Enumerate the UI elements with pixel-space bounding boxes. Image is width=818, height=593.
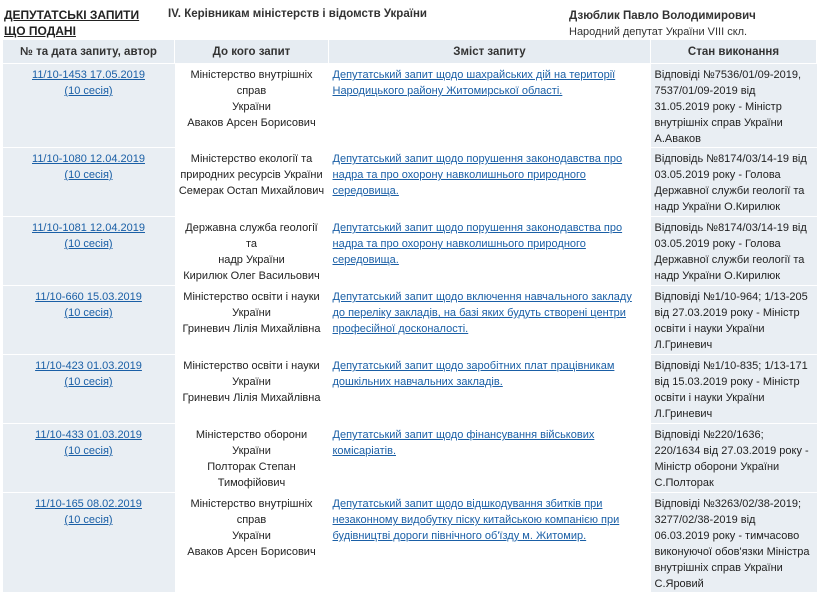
session-link[interactable]: (10 сесія) <box>64 307 113 319</box>
column-header-content: Зміст запиту <box>329 40 651 64</box>
column-header-recipient: До кого запит <box>175 40 329 64</box>
recipient-line: Гриневич Лілія Михайлівна <box>182 323 321 335</box>
column-header-status: Стан виконання <box>651 40 817 64</box>
recipient-line: Міністерство освіти і науки <box>183 360 320 372</box>
recipient-line: України <box>232 101 271 113</box>
deputy-info <box>569 8 756 40</box>
recipient-line: Міністерство освіти і науки <box>183 291 320 303</box>
recipient-line: Полторак Степан Тимофійович <box>207 461 296 489</box>
recipient-line: Аваков Арсен Борисович <box>187 117 316 129</box>
status-cell: Відповіді №1/10-964; 1/13-205 від 27.03.2019 року - Міністр освіти і науки України Л.Гриневич <box>651 286 817 355</box>
recipient-line: України <box>232 530 271 542</box>
recipient-line: Міністерство внутрішніх справ <box>190 69 313 97</box>
table-body <box>3 64 817 593</box>
content-cell <box>329 424 651 493</box>
session-link[interactable]: (10 сесія) <box>64 514 113 526</box>
table-row <box>3 286 817 355</box>
content-cell <box>329 286 651 355</box>
request-number-cell <box>3 286 175 355</box>
request-number-cell <box>3 493 175 593</box>
request-number-cell <box>3 148 175 217</box>
recipient-cell <box>175 64 329 148</box>
recipient-line: Аваков Арсен Борисович <box>187 546 316 558</box>
request-number-cell <box>3 64 175 148</box>
content-cell <box>329 64 651 148</box>
recipient-line: України <box>232 376 271 388</box>
recipient-cell <box>175 424 329 493</box>
request-content-link[interactable]: Депутатський запит щодо відшкодування збитків при незаконному видобутку піску китайською компанією при будівництві дороги північного об'їзду м. Житомир. <box>332 498 620 542</box>
request-number-link[interactable]: 11/10-1453 17.05.2019 <box>32 69 145 81</box>
section-title-line1: ДЕПУТАТСЬКІ ЗАПИТИ <box>4 8 140 22</box>
recipient-line: Міністерство оборони України <box>195 429 308 457</box>
recipient-line: природних ресурсів України <box>180 169 323 181</box>
column-header-number: № та дата запиту, автор <box>3 40 175 64</box>
request-number-cell <box>3 355 175 424</box>
request-number-cell <box>3 424 175 493</box>
table-row <box>3 217 817 286</box>
session-link[interactable]: (10 сесія) <box>64 238 113 250</box>
status-cell: Відповіді №3263/02/38-2019; 3277/02/38-2019 від 06.03.2019 року - тимчасово виконуючої обов'язки Міністра внутрішніх справ України С.Яровий <box>651 493 817 593</box>
section-title-line2: ЩО ПОДАНІ <box>4 24 76 38</box>
recipient-cell <box>175 286 329 355</box>
status-cell: Відповіді №1/10-835; 1/13-171 від 15.03.2019 року - Міністр освіти і науки України Л.Гриневич <box>651 355 817 424</box>
table-row <box>3 493 817 593</box>
content-cell <box>329 355 651 424</box>
session-link[interactable]: (10 сесія) <box>64 85 113 97</box>
table-row <box>3 424 817 493</box>
session-link[interactable]: (10 сесія) <box>64 169 113 181</box>
request-content-link[interactable]: Депутатський запит щодо порушення законодавства про надра та про охорону навколишнього природного середовища. <box>332 153 623 197</box>
recipient-cell <box>175 355 329 424</box>
status-cell: Відповідь №8174/03/14-19 від 03.05.2019 року - Голова Державної служби геології та надр України О.Кирилюк <box>651 148 817 217</box>
request-number-cell <box>3 217 175 286</box>
table-row <box>3 64 817 148</box>
recipient-cell <box>175 493 329 593</box>
deputy-role: Народний депутат України VIII скл. <box>569 26 748 38</box>
content-cell <box>329 493 651 593</box>
content-cell <box>329 217 651 286</box>
request-content-link[interactable]: Депутатський запит щодо шахрайських дій на території Народицького району Житомирської області. <box>332 69 616 97</box>
recipient-line: Державна служба геології та <box>185 222 318 250</box>
recipient-line: Кирилюк Олег Васильович <box>183 270 320 282</box>
recipient-cell <box>175 148 329 217</box>
request-number-link[interactable]: 11/10-1080 12.04.2019 <box>32 153 145 165</box>
recipient-line: надр України <box>218 254 285 266</box>
session-link[interactable]: (10 сесія) <box>64 376 113 388</box>
request-content-link[interactable]: Депутатський запит щодо включення навчального закладу до переліку закладів, на базі яких будуть створені центри професійної досконалості. <box>332 291 632 335</box>
deputy-name: Дзюблик Павло Володимирович <box>569 10 756 22</box>
request-number-link[interactable]: 11/10-660 15.03.2019 <box>35 291 142 303</box>
request-number-link[interactable]: 11/10-423 01.03.2019 <box>35 360 142 372</box>
recipient-line: Міністерство екології та <box>190 153 313 165</box>
requests-table <box>2 39 817 593</box>
recipient-line: Гриневич Лілія Михайлівна <box>182 392 321 404</box>
session-link[interactable]: (10 сесія) <box>64 445 113 457</box>
section-title <box>4 7 139 39</box>
recipient-line: Семерак Остап Михайлович <box>178 185 325 197</box>
table-row <box>3 148 817 217</box>
table-header-row <box>3 40 817 64</box>
recipient-line: Міністерство внутрішніх справ <box>190 498 313 526</box>
request-number-link[interactable]: 11/10-165 08.02.2019 <box>35 498 142 510</box>
request-content-link[interactable]: Депутатський запит щодо фінансування військових комісаріатів. <box>332 429 595 457</box>
status-cell: Відповіді №7536/01/09-2019, 7537/01/09-2019 від 31.05.2019 року - Міністр внутрішніх справ України А.Аваков <box>651 64 817 148</box>
request-number-link[interactable]: 11/10-1081 12.04.2019 <box>32 222 145 234</box>
table-row <box>3 355 817 424</box>
category-title: IV. Керівникам міністерств і відомств України <box>168 8 427 20</box>
recipient-line: України <box>232 307 271 319</box>
content-cell <box>329 148 651 217</box>
page-header <box>0 0 818 39</box>
status-cell: Відповідь №8174/03/14-19 від 03.05.2019 року - Голова Державної служби геології та надр України О.Кирилюк <box>651 217 817 286</box>
status-cell: Відповіді №220/1636; 220/1634 від 27.03.2019 року - Міністр оборони України С.Полторак <box>651 424 817 493</box>
request-number-link[interactable]: 11/10-433 01.03.2019 <box>35 429 142 441</box>
recipient-cell <box>175 217 329 286</box>
request-content-link[interactable]: Депутатський запит щодо порушення законодавства про надра та про охорону навколишнього природного середовища. <box>332 222 623 266</box>
request-content-link[interactable]: Депутатський запит щодо заробітних плат працівникам дошкільних навчальних закладів. <box>332 360 615 388</box>
